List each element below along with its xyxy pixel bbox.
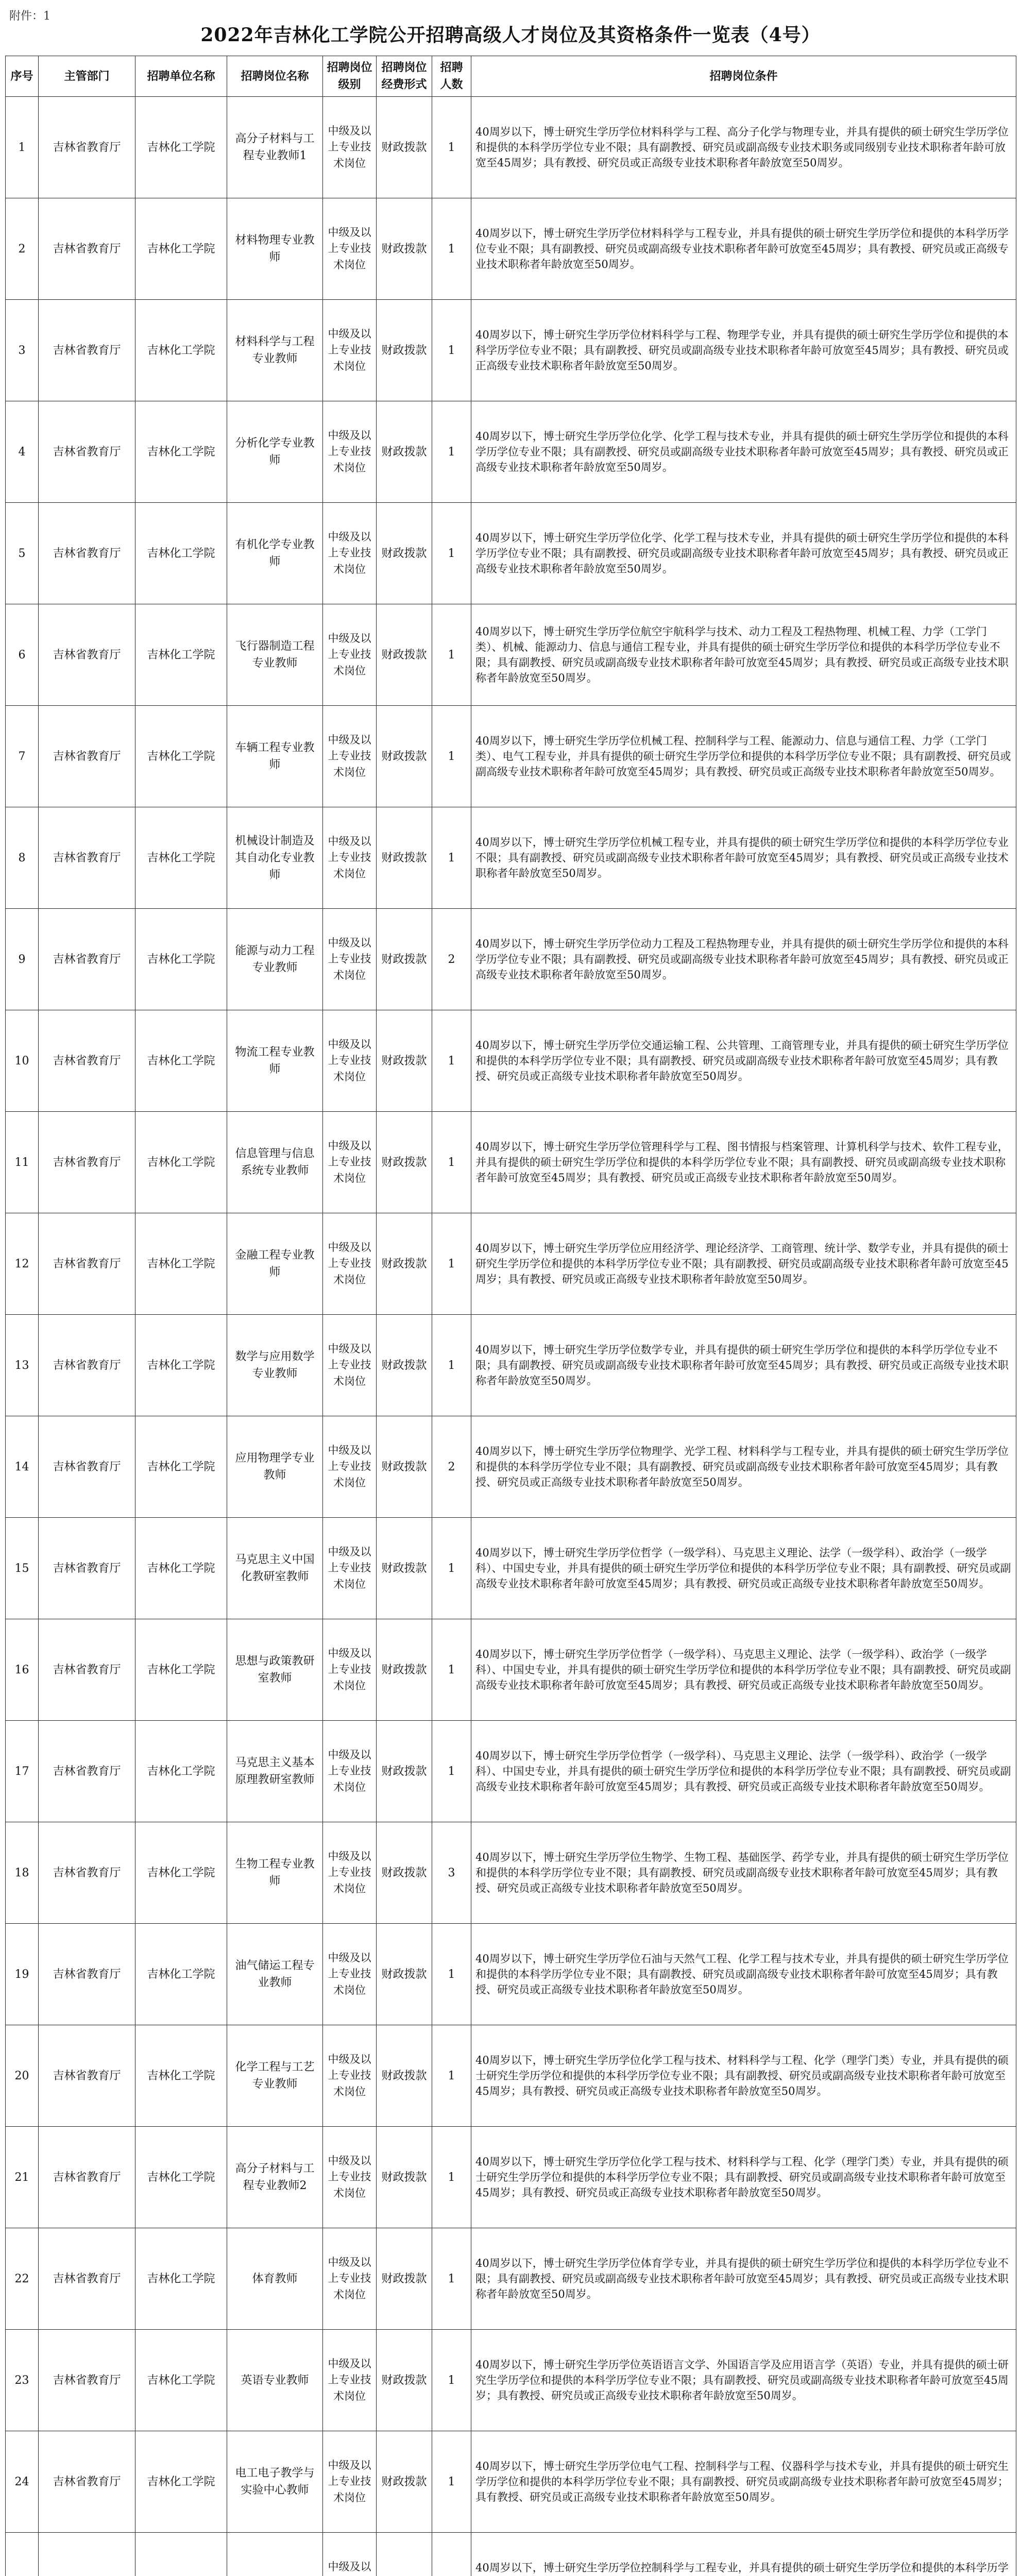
row-count: 1 (432, 503, 471, 604)
row-department: 吉林省教育厅 (39, 1416, 135, 1518)
row-funding: 财政拨款 (377, 1315, 432, 1416)
row-count: 1 (432, 604, 471, 706)
row-post-name: 体育教师 (227, 2228, 323, 2330)
table-row (6, 1010, 1016, 1112)
row-funding: 财政拨款 (377, 1721, 432, 1822)
row-department: 吉林省教育厅 (39, 2431, 135, 2533)
table-row (6, 2330, 1016, 2431)
row-index: 6 (6, 604, 39, 706)
row-post-name: 英语专业教师 (227, 2330, 323, 2431)
attachment-label: 附件：1 (9, 10, 50, 23)
row-conditions: 40周岁以下，博士研究生学历学位材料科学与工程、高分子化学与物理专业，并具有提供的硕士研究生学历学位和提供的本科学历学位专业不限；具有副教授、研究员或副高级专业技术职务或同级别专业技术职称者年龄可放宽至45周岁；具有教授、研究员或正高级专业技术职称者年龄放宽至50周岁。 (471, 97, 1016, 198)
row-count: 1 (432, 2330, 471, 2431)
row-conditions: 40周岁以下，博士研究生学历学位化学、化学工程与技术专业，并具有提供的硕士研究生学历学位和提供的本科学历学位专业不限；具有副教授、研究员或副高级专业技术职称者年龄可放宽至45周岁；具有教授、研究员或正高级专业技术职称者年龄放宽至50周岁。 (471, 503, 1016, 604)
row-count: 1 (432, 1721, 471, 1822)
row-index: 13 (6, 1315, 39, 1416)
row-count (432, 2533, 471, 2576)
row-post-name: 数学与应用数学专业教师 (227, 1315, 323, 1416)
row-conditions: 40周岁以下，博士研究生学历学位管理科学与工程、图书情报与档案管理、计算机科学与技术、软件工程专业，并具有提供的硕士研究生学历学位和提供的本科学历学位专业不限；具有副教授、研究员或副高级专业技术职称者年龄可放宽至45周岁；具有教授、研究员或正高级专业技术职称者年龄放宽至50周岁。 (471, 1112, 1016, 1213)
row-index: 15 (6, 1518, 39, 1619)
row-count: 3 (432, 1822, 471, 1924)
row-conditions: 40周岁以下，博士研究生学历学位材料科学与工程、物理学专业，并具有提供的硕士研究生学历学位和提供的本科学历学位专业不限；具有副教授、研究员或副高级专业技术职称者年龄可放宽至45周岁；具有教授、研究员或正高级专业技术职称者年龄放宽至50周岁。 (471, 300, 1016, 401)
row-index: 24 (6, 2431, 39, 2533)
row-post-name: 思想与政策教研室教师 (227, 1619, 323, 1721)
row-department: 吉林省教育厅 (39, 1924, 135, 2025)
row-post-name: 电工电子教学与实验中心教师 (227, 2431, 323, 2533)
row-index: 3 (6, 300, 39, 401)
row-index: 12 (6, 1213, 39, 1315)
row-unit: 吉林化工学院 (135, 2127, 227, 2228)
row-funding: 财政拨款 (377, 1416, 432, 1518)
table-body (6, 97, 1016, 2576)
row-conditions: 40周岁以下，博士研究生学历学位航空宇航科学与技术、动力工程及工程热物理、机械工程、力学（工学门类）、机械、能源动力、信息与通信工程专业，并具有提供的硕士研究生学历学位和提供的本科学历学位专业不限；具有副教授、研究员或副高级专业技术职称者年龄可放宽至45周岁；具有教授、研究员或正高级专业技术职称者年龄放宽至50周岁。 (471, 604, 1016, 706)
row-count: 1 (432, 2431, 471, 2533)
row-index: 22 (6, 2228, 39, 2330)
row-index: 4 (6, 401, 39, 503)
table-row (6, 2533, 1016, 2576)
row-unit: 吉林化工学院 (135, 1010, 227, 1112)
row-count: 2 (432, 1416, 471, 1518)
row-count: 2 (432, 909, 471, 1010)
header-count: 招聘人数 (432, 56, 471, 97)
row-post-level: 中级及以上专业技术岗位 (323, 909, 377, 1010)
table-row (6, 503, 1016, 604)
row-department: 吉林省教育厅 (39, 1721, 135, 1822)
row-department: 吉林省教育厅 (39, 2228, 135, 2330)
row-post-level: 中级及以 (323, 2533, 377, 2576)
table-row (6, 1213, 1016, 1315)
row-count: 1 (432, 97, 471, 198)
row-department: 吉林省教育厅 (39, 1518, 135, 1619)
row-post-name: 机械设计制造及其自动化专业教师 (227, 807, 323, 909)
row-index: 23 (6, 2330, 39, 2431)
row-department: 吉林省教育厅 (39, 198, 135, 300)
row-index (6, 2533, 39, 2576)
row-department: 吉林省教育厅 (39, 1619, 135, 1721)
row-funding: 财政拨款 (377, 706, 432, 807)
row-funding: 财政拨款 (377, 1924, 432, 2025)
table-row (6, 1822, 1016, 1924)
document-title: 2022年吉林化工学院公开招聘高级人才岗位及其资格条件一览表（4号） (200, 24, 821, 46)
row-post-level: 中级及以上专业技术岗位 (323, 300, 377, 401)
row-unit: 吉林化工学院 (135, 300, 227, 401)
row-count: 1 (432, 300, 471, 401)
row-index: 18 (6, 1822, 39, 1924)
table-row (6, 604, 1016, 706)
row-post-name: 物流工程专业教师 (227, 1010, 323, 1112)
row-post-level: 中级及以上专业技术岗位 (323, 604, 377, 706)
row-index: 9 (6, 909, 39, 1010)
header-post-name: 招聘岗位名称 (227, 56, 323, 97)
row-unit: 吉林化工学院 (135, 1112, 227, 1213)
row-funding: 财政拨款 (377, 2127, 432, 2228)
row-post-level: 中级及以上专业技术岗位 (323, 1721, 377, 1822)
row-conditions: 40周岁以下，博士研究生学历学位机械工程、控制科学与工程、能源动力、信息与通信工程、力学（工学门类）、电气工程专业，并具有提供的硕士研究生学历学位和提供的本科学历学位专业不限；具有副教授、研究员或副高级专业技术职称者年龄可放宽至45周岁；具有教授、研究员或正高级专业技术职称者年龄放宽至50周岁。 (471, 706, 1016, 807)
row-post-level: 中级及以上专业技术岗位 (323, 401, 377, 503)
table-row (6, 1112, 1016, 1213)
row-post-level: 中级及以上专业技术岗位 (323, 2025, 377, 2127)
row-index: 20 (6, 2025, 39, 2127)
row-department (39, 2533, 135, 2576)
row-post-name: 金融工程专业教师 (227, 1213, 323, 1315)
table-row (6, 1619, 1016, 1721)
row-conditions: 40周岁以下，博士研究生学历学位材料科学与工程专业，并具有提供的硕士研究生学历学位和提供的本科学历学位专业不限；具有副教授、研究员或副高级专业技术职称者年龄可放宽至45周岁；具有教授、研究员或正高级专业技术职称者年龄放宽至50周岁。 (471, 198, 1016, 300)
row-post-name: 生物工程专业教师 (227, 1822, 323, 1924)
row-funding: 财政拨款 (377, 1213, 432, 1315)
row-count: 1 (432, 706, 471, 807)
row-unit: 吉林化工学院 (135, 1518, 227, 1619)
row-conditions: 40周岁以下，博士研究生学历学位物理学、光学工程、材料科学与工程专业，并具有提供的硕士研究生学历学位和提供的本科学历学位专业不限；具有副教授、研究员或副高级专业技术职称者年龄可放宽至45周岁；具有教授、研究员或正高级专业技术职称者年龄放宽至50周岁。 (471, 1416, 1016, 1518)
row-unit: 吉林化工学院 (135, 909, 227, 1010)
row-post-name: 油气储运工程专业教师 (227, 1924, 323, 2025)
row-post-level: 中级及以上专业技术岗位 (323, 198, 377, 300)
row-index: 19 (6, 1924, 39, 2025)
row-conditions: 40周岁以下，博士研究生学历学位电气工程、控制科学与工程、仪器科学与技术专业，并具有提供的硕士研究生学历学位和提供的本科学历学位专业不限；具有副教授、研究员或副高级专业技术职称者年龄可放宽至45周岁；具有教授、研究员或正高级专业技术职称者年龄放宽至50周岁。 (471, 2431, 1016, 2533)
table-row (6, 706, 1016, 807)
row-funding: 财政拨款 (377, 2330, 432, 2431)
row-post-name: 马克思主义基本原理教研室教师 (227, 1721, 323, 1822)
row-funding: 财政拨款 (377, 604, 432, 706)
table-row (6, 2228, 1016, 2330)
table-row (6, 1416, 1016, 1518)
row-count: 1 (432, 1518, 471, 1619)
row-conditions: 40周岁以下，博士研究生学历学位机械工程专业，并具有提供的硕士研究生学历学位和提供的本科学历学位专业不限；具有副教授、研究员或副高级专业技术职称者年龄可放宽至45周岁；具有教授、研究员或正高级专业技术职称者年龄放宽至50周岁。 (471, 807, 1016, 909)
row-post-level: 中级及以上专业技术岗位 (323, 1518, 377, 1619)
row-post-level: 中级及以上专业技术岗位 (323, 503, 377, 604)
row-post-level: 中级及以上专业技术岗位 (323, 1112, 377, 1213)
row-post-level: 中级及以上专业技术岗位 (323, 1213, 377, 1315)
row-funding: 财政拨款 (377, 503, 432, 604)
row-funding: 财政拨款 (377, 2431, 432, 2533)
header-unit: 招聘单位名称 (135, 56, 227, 97)
row-post-level: 中级及以上专业技术岗位 (323, 1619, 377, 1721)
row-conditions: 40周岁以下，博士研究生学历学位哲学（一级学科）、马克思主义理论、法学（一级学科）、政治学（一级学科）、中国史专业，并具有提供的硕士研究生学历学位和提供的本科学历学位专业不限；具有副教授、研究员或副高级专业技术职称者年龄可放宽至45周岁；具有教授、研究员或正高级专业技术职称者年龄放宽至50周岁。 (471, 1619, 1016, 1721)
row-count: 1 (432, 807, 471, 909)
table-row (6, 1924, 1016, 2025)
row-post-name: 马克思主义中国化教研室教师 (227, 1518, 323, 1619)
row-post-level: 中级及以上专业技术岗位 (323, 1315, 377, 1416)
row-funding: 财政拨款 (377, 1822, 432, 1924)
row-count: 1 (432, 2025, 471, 2127)
row-funding: 财政拨款 (377, 2025, 432, 2127)
row-funding: 财政拨款 (377, 1010, 432, 1112)
row-post-level: 中级及以上专业技术岗位 (323, 2431, 377, 2533)
row-count: 1 (432, 1924, 471, 2025)
row-index: 1 (6, 97, 39, 198)
row-funding: 财政拨款 (377, 1112, 432, 1213)
row-post-level: 中级及以上专业技术岗位 (323, 807, 377, 909)
row-count: 1 (432, 2127, 471, 2228)
row-department: 吉林省教育厅 (39, 604, 135, 706)
table-row (6, 401, 1016, 503)
row-unit: 吉林化工学院 (135, 198, 227, 300)
row-unit: 吉林化工学院 (135, 2330, 227, 2431)
row-department: 吉林省教育厅 (39, 300, 135, 401)
row-conditions: 40周岁以下，博士研究生学历学位动力工程及工程热物理专业，并具有提供的硕士研究生学历学位和提供的本科学历学位专业不限；具有副教授、研究员或副高级专业技术职称者年龄可放宽至45周岁；具有教授、研究员或正高级专业技术职称者年龄放宽至50周岁。 (471, 909, 1016, 1010)
row-unit: 吉林化工学院 (135, 706, 227, 807)
row-conditions: 40周岁以下，博士研究生学历学位应用经济学、理论经济学、工商管理、统计学、数学专业，并具有提供的硕士研究生学历学位和提供的本科学历学位专业不限；具有副教授、研究员或副高级专业技术职称者年龄可放宽至45周岁；具有教授、研究员或正高级专业技术职称者年龄放宽至50周岁。 (471, 1213, 1016, 1315)
row-conditions: 40周岁以下，博士研究生学历学位英语语言文学、外国语言学及应用语言学（英语）专业，并具有提供的硕士研究生学历学位和提供的本科学历学位专业不限；具有副教授、研究员或副高级专业技术职称者年龄可放宽至45周岁；具有教授、研究员或正高级专业技术职称者年龄放宽至50周岁。 (471, 2330, 1016, 2431)
row-post-level: 中级及以上专业技术岗位 (323, 2127, 377, 2228)
row-department: 吉林省教育厅 (39, 1213, 135, 1315)
row-index: 5 (6, 503, 39, 604)
row-department: 吉林省教育厅 (39, 1112, 135, 1213)
header-post-level: 招聘岗位级别 (323, 56, 377, 97)
row-post-level: 中级及以上专业技术岗位 (323, 2330, 377, 2431)
row-post-name: 信息管理与信息系统专业教师 (227, 1112, 323, 1213)
row-conditions: 40周岁以下，博士研究生学历学位哲学（一级学科）、马克思主义理论、法学（一级学科）、政治学（一级学科）、中国史专业，并具有提供的硕士研究生学历学位和提供的本科学历学位专业不限；具有副教授、研究员或副高级专业技术职称者年龄可放宽至45周岁；具有教授、研究员或正高级专业技术职称者年龄放宽至50周岁。 (471, 1518, 1016, 1619)
row-post-name: 化学工程与工艺专业教师 (227, 2025, 323, 2127)
row-count: 1 (432, 1619, 471, 1721)
row-unit: 吉林化工学院 (135, 401, 227, 503)
row-post-level: 中级及以上专业技术岗位 (323, 1010, 377, 1112)
row-unit: 吉林化工学院 (135, 1822, 227, 1924)
table-row (6, 807, 1016, 909)
header-conditions: 招聘岗位条件 (471, 56, 1016, 97)
row-index: 16 (6, 1619, 39, 1721)
row-unit: 吉林化工学院 (135, 604, 227, 706)
row-post-name: 能源与动力工程专业教师 (227, 909, 323, 1010)
row-index: 11 (6, 1112, 39, 1213)
row-post-name: 有机化学专业教师 (227, 503, 323, 604)
row-count: 1 (432, 1315, 471, 1416)
header-funding: 招聘岗位经费形式 (377, 56, 432, 97)
row-funding: 财政拨款 (377, 97, 432, 198)
row-funding: 财政拨款 (377, 198, 432, 300)
row-funding: 财政拨款 (377, 2228, 432, 2330)
table-row (6, 909, 1016, 1010)
row-index: 2 (6, 198, 39, 300)
row-conditions: 40周岁以下，博士研究生学历学位体育学专业，并具有提供的硕士研究生学历学位和提供的本科学历学位专业不限；具有副教授、研究员或副高级专业技术职称者年龄可放宽至45周岁；具有教授、研究员或正高级专业技术职称者年龄放宽至50周岁。 (471, 2228, 1016, 2330)
row-unit: 吉林化工学院 (135, 1416, 227, 1518)
row-department: 吉林省教育厅 (39, 2025, 135, 2127)
table-row (6, 198, 1016, 300)
table-row (6, 2127, 1016, 2228)
table-row (6, 1518, 1016, 1619)
row-count: 1 (432, 1010, 471, 1112)
positions-table (5, 56, 1016, 2576)
table-row (6, 2431, 1016, 2533)
row-conditions: 40周岁以下，博士研究生学历学位石油与天然气工程、化学工程与技术专业，并具有提供的硕士研究生学历学位和提供的本科学历学位专业不限；具有副教授、研究员或副高级专业技术职称者年龄可放宽至45周岁；具有教授、研究员或正高级专业技术职称者年龄放宽至50周岁。 (471, 1924, 1016, 2025)
row-post-name: 应用物理学专业教师 (227, 1416, 323, 1518)
table-row (6, 300, 1016, 401)
row-post-level: 中级及以上专业技术岗位 (323, 97, 377, 198)
row-count: 1 (432, 401, 471, 503)
row-conditions: 40周岁以下，博士研究生学历学位控制科学与工程专业，并具有提供的硕士研究生学历学位和提供的本科学历学 (471, 2533, 1016, 2576)
row-funding: 财政拨款 (377, 1518, 432, 1619)
row-count: 1 (432, 1213, 471, 1315)
row-conditions: 40周岁以下，博士研究生学历学位哲学（一级学科）、马克思主义理论、法学（一级学科）、政治学（一级学科）、中国史专业，并具有提供的硕士研究生学历学位和提供的本科学历学位专业不限；具有副教授、研究员或副高级专业技术职称者年龄可放宽至45周岁；具有教授、研究员或正高级专业技术职称者年龄放宽至50周岁。 (471, 1721, 1016, 1822)
row-conditions: 40周岁以下，博士研究生学历学位数学专业，并具有提供的硕士研究生学历学位和提供的本科学历学位专业不限；具有副教授、研究员或副高级专业技术职称者年龄可放宽至45周岁；具有教授、研究员或正高级专业技术职称者年龄放宽至50周岁。 (471, 1315, 1016, 1416)
row-department: 吉林省教育厅 (39, 807, 135, 909)
row-funding: 财政拨款 (377, 1619, 432, 1721)
row-post-name: 车辆工程专业教师 (227, 706, 323, 807)
row-count: 1 (432, 2228, 471, 2330)
row-index: 21 (6, 2127, 39, 2228)
row-unit: 吉林化工学院 (135, 1213, 227, 1315)
row-funding: 财政拨款 (377, 300, 432, 401)
row-index: 14 (6, 1416, 39, 1518)
row-unit: 吉林化工学院 (135, 2025, 227, 2127)
row-index: 8 (6, 807, 39, 909)
row-post-level: 中级及以上专业技术岗位 (323, 1924, 377, 2025)
row-post-level: 中级及以上专业技术岗位 (323, 1416, 377, 1518)
row-unit: 吉林化工学院 (135, 1721, 227, 1822)
row-unit: 吉林化工学院 (135, 2228, 227, 2330)
row-unit: 吉林化工学院 (135, 2431, 227, 2533)
row-department: 吉林省教育厅 (39, 503, 135, 604)
row-post-name: 材料物理专业教师 (227, 198, 323, 300)
row-funding (377, 2533, 432, 2576)
row-funding: 财政拨款 (377, 807, 432, 909)
row-post-name (227, 2533, 323, 2576)
row-post-name: 分析化学专业教师 (227, 401, 323, 503)
table-row (6, 1721, 1016, 1822)
row-conditions: 40周岁以下，博士研究生学历学位化学、化学工程与技术专业，并具有提供的硕士研究生学历学位和提供的本科学历学位专业不限；具有副教授、研究员或副高级专业技术职称者年龄可放宽至45周岁；具有教授、研究员或正高级专业技术职称者年龄放宽至50周岁。 (471, 401, 1016, 503)
row-post-name: 飞行器制造工程专业教师 (227, 604, 323, 706)
row-department: 吉林省教育厅 (39, 1315, 135, 1416)
row-unit: 吉林化工学院 (135, 503, 227, 604)
row-department: 吉林省教育厅 (39, 2127, 135, 2228)
row-funding: 财政拨款 (377, 401, 432, 503)
row-department: 吉林省教育厅 (39, 1010, 135, 1112)
row-post-name: 高分子材料与工程专业教师2 (227, 2127, 323, 2228)
table-row (6, 2025, 1016, 2127)
row-unit: 吉林化工学院 (135, 1924, 227, 2025)
row-index: 17 (6, 1721, 39, 1822)
row-conditions: 40周岁以下，博士研究生学历学位交通运输工程、公共管理、工商管理专业，并具有提供的硕士研究生学历学位和提供的本科学历学位专业不限；具有副教授、研究员或副高级专业技术职称者年龄可放宽至45周岁；具有教授、研究员或正高级专业技术职称者年龄放宽至50周岁。 (471, 1010, 1016, 1112)
table-row (6, 97, 1016, 198)
row-department: 吉林省教育厅 (39, 1822, 135, 1924)
row-conditions: 40周岁以下，博士研究生学历学位生物学、生物工程、基础医学、药学专业，并具有提供的硕士研究生学历学位和提供的本科学历学位专业不限；具有副教授、研究员或副高级专业技术职称者年龄可放宽至45周岁；具有教授、研究员或正高级专业技术职称者年龄放宽至50周岁。 (471, 1822, 1016, 1924)
row-count: 1 (432, 1112, 471, 1213)
row-post-name: 高分子材料与工程专业教师1 (227, 97, 323, 198)
table-header-row (6, 56, 1016, 97)
row-post-level: 中级及以上专业技术岗位 (323, 2228, 377, 2330)
row-post-name: 材料科学与工程专业教师 (227, 300, 323, 401)
row-index: 7 (6, 706, 39, 807)
header-index: 序号 (6, 56, 39, 97)
row-post-level: 中级及以上专业技术岗位 (323, 706, 377, 807)
row-count: 1 (432, 198, 471, 300)
row-conditions: 40周岁以下，博士研究生学历学位化学工程与技术、材料科学与工程、化学（理学门类）专业，并具有提供的硕士研究生学历学位和提供的本科学历学位专业不限；具有副教授、研究员或副高级专业技术职称者年龄可放宽至45周岁；具有教授、研究员或正高级专业技术职称者年龄放宽至50周岁。 (471, 2127, 1016, 2228)
row-index: 10 (6, 1010, 39, 1112)
row-funding: 财政拨款 (377, 909, 432, 1010)
row-post-level: 中级及以上专业技术岗位 (323, 1822, 377, 1924)
table-row (6, 1315, 1016, 1416)
row-department: 吉林省教育厅 (39, 2330, 135, 2431)
row-conditions: 40周岁以下，博士研究生学历学位化学工程与技术、材料科学与工程、化学（理学门类）专业，并具有提供的硕士研究生学历学位和提供的本科学历学位专业不限；具有副教授、研究员或副高级专业技术职称者年龄可放宽至45周岁；具有教授、研究员或正高级专业技术职称者年龄放宽至50周岁。 (471, 2025, 1016, 2127)
row-unit (135, 2533, 227, 2576)
row-unit: 吉林化工学院 (135, 807, 227, 909)
row-department: 吉林省教育厅 (39, 909, 135, 1010)
row-unit: 吉林化工学院 (135, 1315, 227, 1416)
row-department: 吉林省教育厅 (39, 401, 135, 503)
header-department: 主管部门 (39, 56, 135, 97)
row-unit: 吉林化工学院 (135, 1619, 227, 1721)
row-department: 吉林省教育厅 (39, 706, 135, 807)
row-department: 吉林省教育厅 (39, 97, 135, 198)
row-unit: 吉林化工学院 (135, 97, 227, 198)
